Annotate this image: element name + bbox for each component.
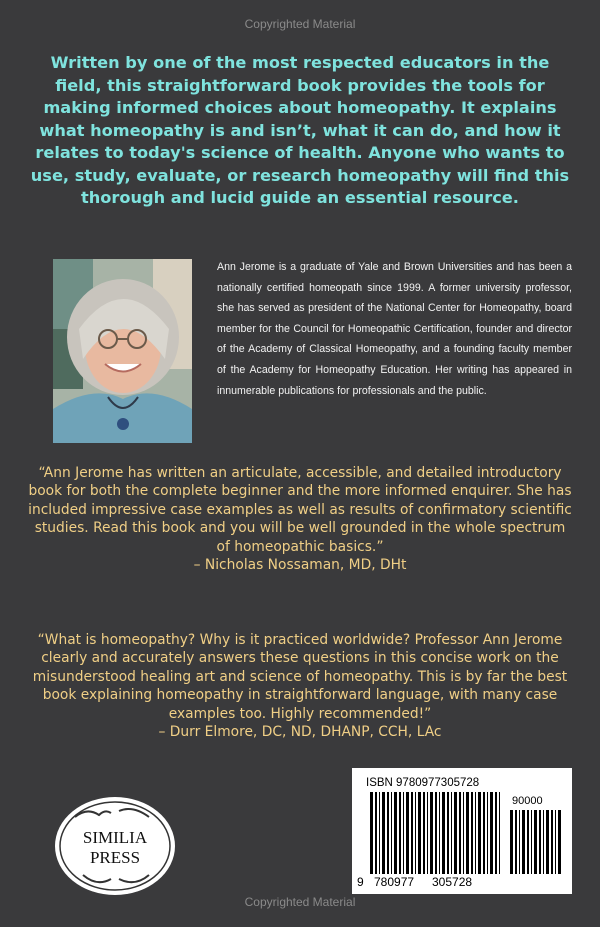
logo-line2: PRESS [89, 848, 141, 867]
watermark-top: Copyrighted Material [244, 17, 356, 31]
barcode-digit-first: 9 [357, 875, 364, 889]
book-blurb: Written by one of the most respected educators in the field, this straightforward book provides the tools for making informed choices about homeopathy. It explains what homeopathy is and isn’t, what it can do, and how it relates to today's science of health. Anyone who wants to use, study, evaluate, or research homeopathy will find this thorough and lucid guide an essential resource. [30, 53, 570, 207]
price-code: 90000 [512, 795, 543, 807]
endorsement-quote [28, 631, 572, 741]
quote-text: “What is homeopathy? Why is it practiced worldwide? Professor Ann Jerome clearly and accurately answers these questions in this concise work on the misunderstood healing art and science of homeopathy. This is by far the best book explaining homeopathy in straightforward language, with many case examples too. Highly recommended!” [32, 632, 568, 722]
quote-attribution: – Nicholas Nossaman, MD, DHt [193, 557, 407, 574]
author-bio: Ann Jerome is a graduate of Yale and Brown Universities and has been a nationally certified homeopath since 1999. A former university professor, she has served as president of the National Center for Homeopathy, board member for the Council for Homeopathic Certification, founder and director of the Academy of Classical Homeopathy, and a founding faculty member of the Academy for Homeopathy Education. Her writing has appeared in innumerable publications for professionals and the public. [217, 261, 572, 397]
endorsement-quote [28, 464, 572, 574]
quote-attribution: – Durr Elmore, DC, ND, DHANP, CCH, LAc [158, 724, 442, 741]
logo-line1: SIMILIA [82, 828, 148, 847]
quote-text: “Ann Jerome has written an articulate, accessible, and detailed introductory book for both the complete beginner and the more informed enquirer. She has included impressive case examples as well as results of confirmatory scientific studies. Read this book and you will be well grounded in the whole spectrum of homeopathic basics.” [28, 465, 572, 555]
author-photo [53, 259, 192, 443]
barcode-digits-left: 780977 [374, 875, 415, 889]
isbn-label: ISBN 9780977305728 [366, 777, 480, 789]
barcode-digits-right: 305728 [432, 875, 473, 889]
watermark-bottom: Copyrighted Material [244, 895, 356, 909]
publisher-logo [53, 795, 177, 897]
isbn-barcode [352, 768, 572, 894]
